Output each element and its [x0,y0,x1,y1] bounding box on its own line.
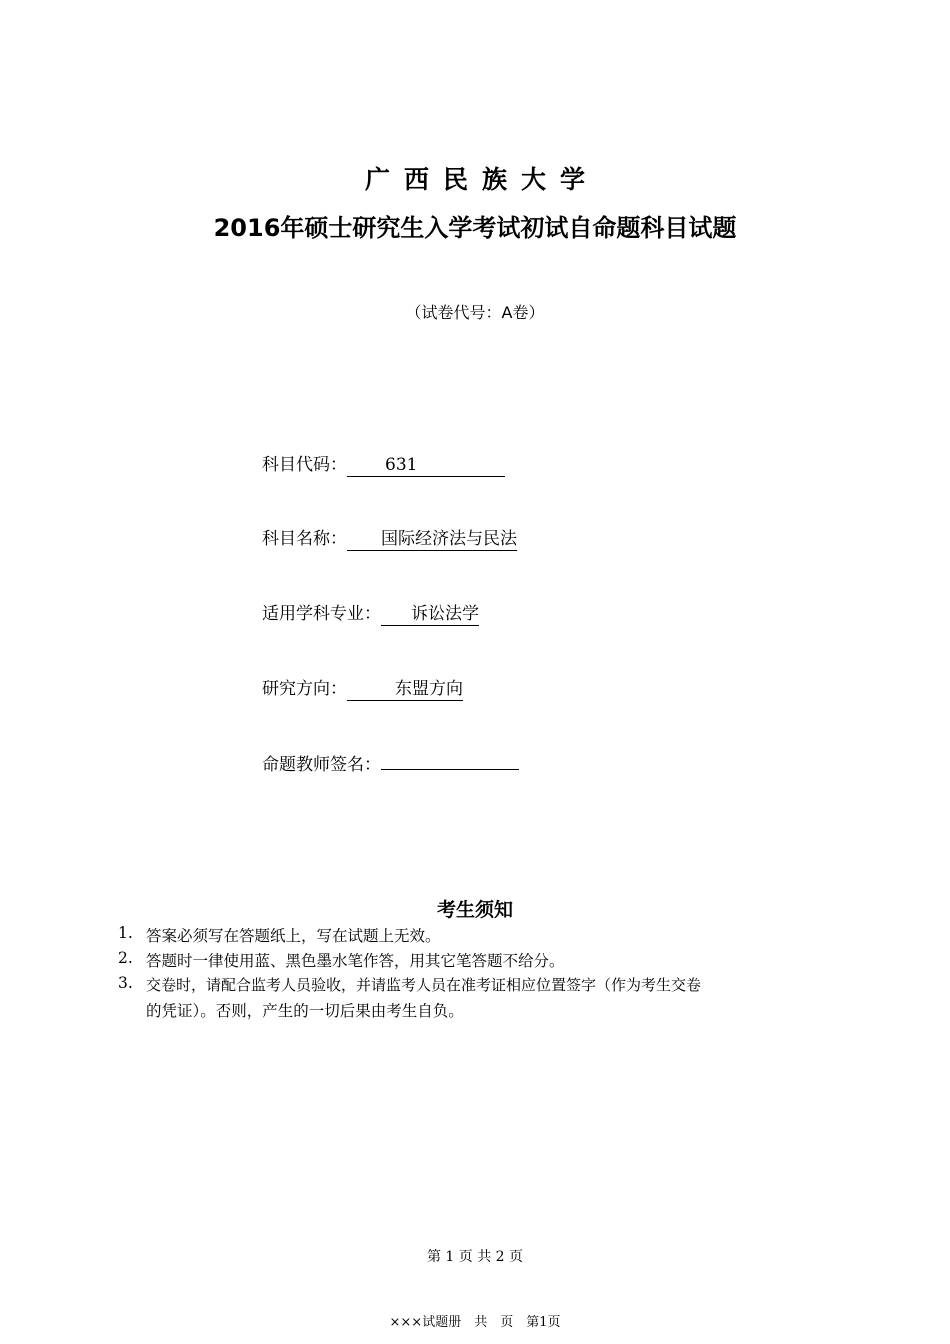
subject-name-value: 国际经济法与民法 [347,528,517,551]
discipline-row [262,599,479,626]
discipline-label: 适用学科专业： [262,604,381,624]
subject-code-label: 科目代码： [262,455,347,475]
exam-title: 2016年硕士研究生入学考试初试自命题科目试题 [213,214,737,242]
teacher-signature-row [262,748,519,775]
research-direction-row [262,674,463,701]
footer: ×××试题册 共 页 第1页 [389,1315,561,1330]
research-direction-label: 研究方向： [262,679,347,699]
notice-item-number: 3. [118,974,133,992]
paper-code: （试卷代号：A卷） [405,303,545,322]
university-name: 广西民族大学 [364,165,599,194]
notice-item-text: 答题时一律使用蓝、黑色墨水笔作答，用其它笔答题不给分。 [146,952,565,970]
subject-name-row [262,524,517,551]
teacher-signature-label: 命题教师签名： [262,755,381,775]
discipline-value: 诉讼法学 [381,603,479,626]
subject-name-label: 科目名称： [262,529,347,549]
notice-item-3-continuation: 的凭证）。否则，产生的一切后果由考生自负。 [146,1002,464,1020]
subject-code-row [262,450,505,477]
teacher-signature-line [381,748,519,770]
notice-item-text: 答案必须写在答题纸上，写在试题上无效。 [146,927,441,945]
notice-item-text: 交卷时，请配合监考人员验收，并请监考人员在准考证相应位置签字（作为考生交卷 [146,976,702,994]
subject-code-value: 631 [347,454,505,477]
research-direction-value: 东盟方向 [347,678,463,701]
notice-title: 考生须知 [436,899,513,921]
page-number: 第 1 页 共 2 页 [426,1249,524,1265]
notice-item-number: 2. [118,949,133,967]
notice-item-number: 1. [118,924,133,942]
